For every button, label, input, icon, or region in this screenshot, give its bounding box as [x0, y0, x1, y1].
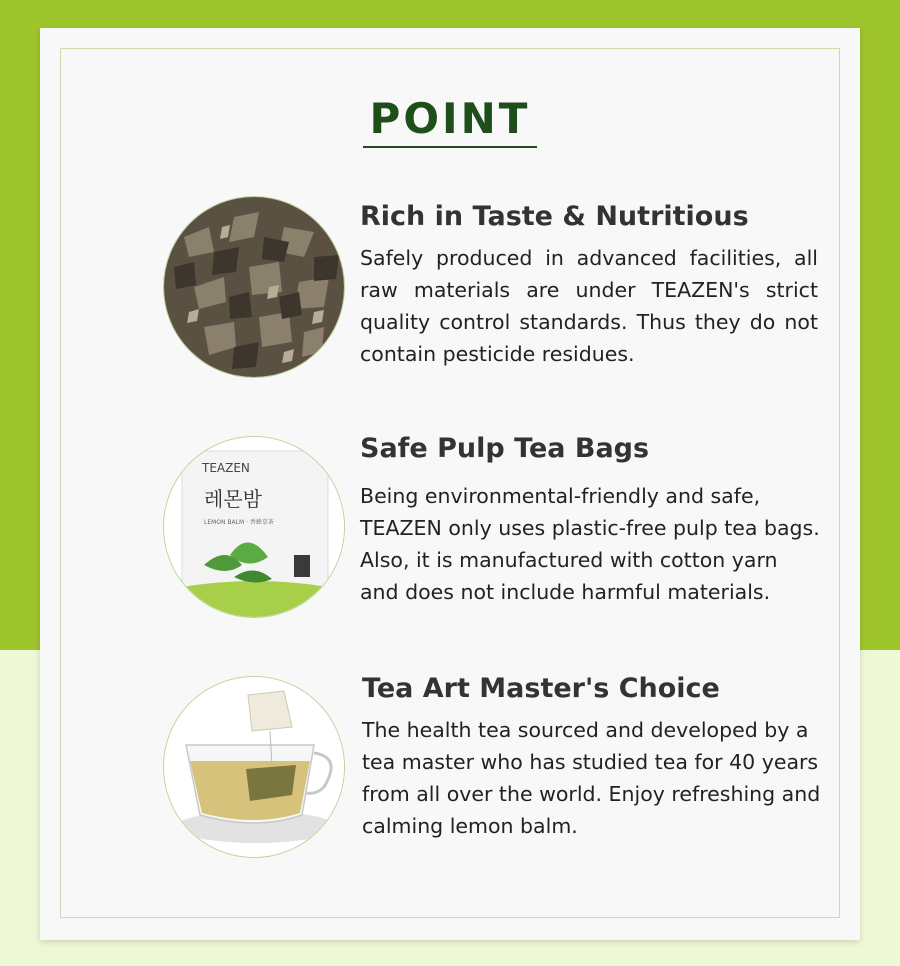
- section-title-tea-master: Tea Art Master's Choice: [362, 673, 720, 704]
- section-body-tea-bags: Being environmental-friendly and safe, TEAZEN only uses plastic-free pulp tea bags. Also, it is manufactured with cotton yarn and does not include harmful materials.: [360, 484, 820, 604]
- tea-bag-package-icon: [163, 436, 345, 618]
- section-title-tea-bags: Safe Pulp Tea Bags: [360, 433, 650, 464]
- package-name-english: LEMON BALM · 香蜂草茶: [204, 519, 274, 526]
- section-body-taste: Safely produced in advanced facilities, all raw materials are under TEAZEN's strict quality control standards. Thus they do not contain pesticide residues.: [360, 246, 818, 366]
- section-title-taste: Rich in Taste & Nutritious: [360, 201, 749, 232]
- package-brand: TEAZEN: [202, 461, 250, 475]
- dried-tea-leaves-icon: [163, 196, 345, 378]
- package-name-korean: 레몬밤: [204, 487, 262, 511]
- point-card: [40, 28, 860, 940]
- title-underline: [363, 146, 537, 148]
- page-title: POINT: [369, 94, 531, 143]
- tea-cup-icon: [163, 676, 345, 858]
- section-body-tea-master: The health tea sourced and developed by a tea master who has studied tea for 40 years from all over the world. Enjoy refreshing and calming lemon balm.: [362, 718, 821, 838]
